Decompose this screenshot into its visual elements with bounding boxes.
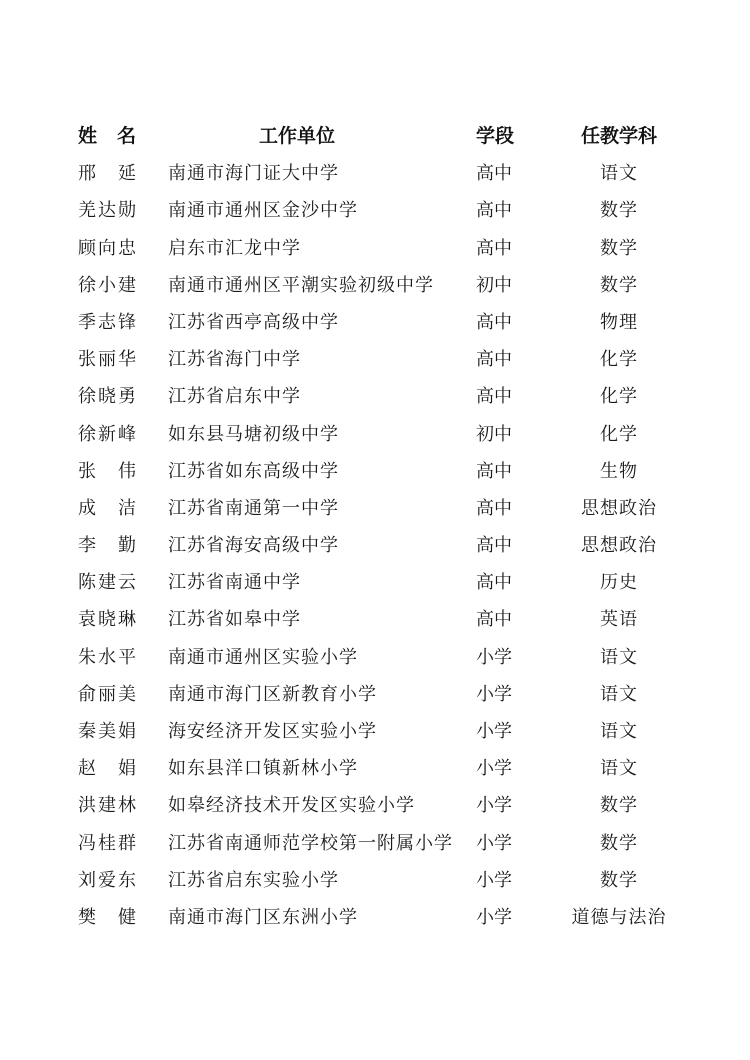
table-row: [0, 564, 750, 601]
subject-cell: 数学: [600, 795, 638, 817]
subject-cell: 数学: [600, 274, 638, 296]
subject-cell: 道德与法治: [571, 906, 667, 928]
name-cell: 陈建云: [78, 572, 136, 594]
name-cell: 徐小建: [78, 274, 136, 296]
unit-cell: 海安经济开发区实验小学: [168, 721, 377, 742]
subject-cell: 英语: [600, 609, 638, 631]
stage-cell: 高中: [476, 497, 512, 519]
table-row: [0, 527, 750, 564]
subject-cell: 化学: [600, 386, 638, 408]
subject-cell: 物理: [600, 311, 638, 333]
subject-cell: 思想政治: [581, 497, 657, 519]
stage-cell: 小学: [476, 646, 512, 668]
unit-cell: 启东市汇龙中学: [168, 237, 301, 259]
name-cell: 季志锋: [78, 311, 136, 333]
name-cell: 李勤: [78, 535, 136, 557]
name-cell: 冯桂群: [78, 832, 136, 854]
stage-cell: 高中: [476, 460, 512, 482]
unit-cell: 江苏省启东中学: [168, 386, 301, 408]
table-row: [0, 639, 750, 676]
table-row: [0, 676, 750, 713]
stage-cell: 初中: [476, 274, 512, 296]
stage-cell: 高中: [476, 609, 512, 631]
table-row: [0, 453, 750, 490]
table-row: [0, 601, 750, 638]
unit-cell: 南通市海门区东洲小学: [168, 906, 358, 928]
stage-cell: 高中: [476, 200, 512, 222]
table-row: [0, 378, 750, 415]
name-cell: 徐晓勇: [78, 386, 136, 408]
unit-cell: 江苏省如东高级中学: [168, 460, 339, 482]
unit-cell: 南通市通州区金沙中学: [168, 200, 358, 222]
subject-cell: 数学: [600, 869, 638, 891]
unit-cell: 江苏省南通师范学校第一附属小学: [168, 832, 453, 854]
table-row: [0, 341, 750, 378]
header-unit: 工作单位: [258, 125, 335, 147]
unit-cell: 江苏省海门中学: [168, 349, 301, 371]
table-row: [0, 416, 750, 453]
header-subject: 任教学科: [580, 125, 657, 147]
name-cell: 赵娟: [78, 758, 136, 780]
name-cell: 洪建林: [78, 795, 136, 817]
unit-cell: 南通市通州区实验小学: [168, 646, 358, 668]
subject-cell: 语文: [600, 646, 638, 668]
stage-cell: 高中: [476, 535, 512, 557]
name-cell: 成洁: [78, 497, 136, 519]
unit-cell: 江苏省启东实验小学: [168, 869, 339, 891]
subject-cell: 生物: [600, 460, 638, 482]
stage-cell: 小学: [476, 795, 512, 817]
unit-cell: 江苏省如皋中学: [168, 609, 301, 631]
subject-cell: 历史: [600, 572, 638, 594]
name-cell: 袁晓琳: [78, 609, 136, 631]
table-row: [0, 750, 750, 787]
table-row: [0, 192, 750, 229]
subject-cell: 语文: [600, 163, 638, 185]
name-cell: 羌达勋: [78, 200, 136, 222]
unit-cell: 江苏省南通中学: [168, 572, 301, 594]
subject-cell: 数学: [600, 237, 638, 259]
name-cell: 俞丽美: [78, 683, 136, 705]
table-body: [0, 155, 750, 936]
table-row: [0, 490, 750, 527]
subject-cell: 化学: [600, 349, 638, 371]
header-name: 姓 名: [78, 125, 136, 147]
stage-cell: 小学: [476, 758, 512, 780]
stage-cell: 高中: [476, 572, 512, 594]
stage-cell: 小学: [476, 832, 512, 854]
name-cell: 朱水平: [78, 646, 136, 668]
subject-cell: 语文: [600, 758, 638, 780]
unit-cell: 南通市海门证大中学: [168, 163, 339, 185]
unit-cell: 南通市通州区平潮实验初级中学: [168, 274, 434, 296]
table-row: [0, 713, 750, 750]
unit-cell: 江苏省海安高级中学: [168, 535, 339, 557]
subject-cell: 思想政治: [581, 535, 657, 557]
teacher-table: [0, 118, 750, 936]
table-header: [0, 118, 750, 155]
name-cell: 张伟: [78, 460, 136, 482]
unit-cell: 如皋经济技术开发区实验小学: [168, 795, 415, 817]
table-row: [0, 155, 750, 192]
table-row: [0, 787, 750, 824]
subject-cell: 语文: [600, 721, 638, 742]
subject-cell: 数学: [600, 832, 638, 854]
header-stage: 学段: [476, 125, 515, 147]
table-row: [0, 230, 750, 267]
stage-cell: 初中: [476, 423, 512, 445]
table-row: [0, 304, 750, 341]
stage-cell: 高中: [476, 163, 512, 185]
name-cell: 秦美娟: [78, 721, 136, 742]
unit-cell: 南通市海门区新教育小学: [168, 683, 377, 705]
table-row: [0, 825, 750, 862]
subject-cell: 语文: [600, 683, 638, 705]
table-row: [0, 899, 750, 936]
unit-cell: 如东县马塘初级中学: [168, 423, 339, 445]
stage-cell: 高中: [476, 311, 512, 333]
table-row: [0, 267, 750, 304]
subject-cell: 化学: [600, 423, 638, 445]
stage-cell: 小学: [476, 906, 512, 928]
stage-cell: 小学: [476, 869, 512, 891]
name-cell: 邢延: [78, 163, 136, 185]
stage-cell: 小学: [476, 683, 512, 705]
table-row: [0, 862, 750, 899]
stage-cell: 高中: [476, 237, 512, 259]
name-cell: 刘爱东: [78, 869, 136, 891]
name-cell: 张丽华: [78, 349, 136, 371]
unit-cell: 如东县洋口镇新林小学: [168, 758, 358, 780]
subject-cell: 数学: [600, 200, 638, 222]
stage-cell: 高中: [476, 349, 512, 371]
unit-cell: 江苏省南通第一中学: [168, 497, 339, 519]
name-cell: 顾向忠: [78, 237, 136, 259]
stage-cell: 高中: [476, 386, 512, 408]
unit-cell: 江苏省西亭高级中学: [168, 311, 339, 333]
name-cell: 徐新峰: [78, 423, 136, 445]
name-cell: 樊健: [78, 906, 136, 928]
stage-cell: 小学: [476, 721, 512, 742]
